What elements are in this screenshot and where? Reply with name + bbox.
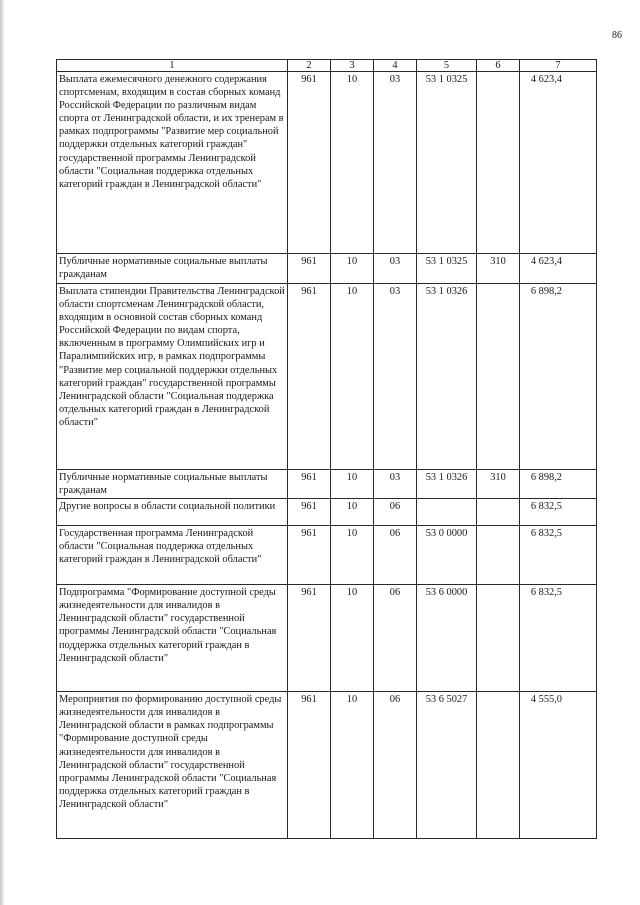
row-sum: 6 832,5 (520, 499, 597, 526)
row-subsection: 06 (374, 499, 417, 526)
row-name: Государственная программа Ленинградской области "Социальная поддержка отдельных категорий граждан в Ленинградской области" (57, 526, 288, 585)
header-cell-2: 2 (288, 60, 331, 72)
table-row (57, 499, 597, 526)
row-subsection: 03 (374, 254, 417, 284)
row-grbs: 961 (288, 470, 331, 499)
table-row (57, 72, 597, 254)
row-section: 10 (331, 470, 374, 499)
row-target-article: 53 1 0326 (417, 470, 477, 499)
table-row (57, 284, 597, 470)
row-grbs: 961 (288, 526, 331, 585)
row-target-article (417, 499, 477, 526)
row-name: Публичные нормативные социальные выплаты гражданам (57, 470, 288, 499)
row-section: 10 (331, 585, 374, 692)
row-section: 10 (331, 284, 374, 470)
row-expense-type (477, 284, 520, 470)
row-subsection: 03 (374, 72, 417, 254)
row-expense-type (477, 692, 520, 839)
scan-shadow-edge (0, 0, 5, 905)
table-row (57, 470, 597, 499)
row-sum: 6 898,2 (520, 284, 597, 470)
row-subsection: 03 (374, 284, 417, 470)
row-subsection: 03 (374, 470, 417, 499)
row-expense-type: 310 (477, 470, 520, 499)
header-cell-1: 1 (57, 60, 288, 72)
table-row (57, 585, 597, 692)
row-name: Подпрограмма "Формирование доступной среды жизнедеятельности для инвалидов в Ленинградской области" государственной программы Ленинградской области "Социальная поддержка отдельных категорий граждан в Ленинградской области" (57, 585, 288, 692)
header-cell-4: 4 (374, 60, 417, 72)
row-name: Другие вопросы в области социальной политики (57, 499, 288, 526)
page-number: 86 (612, 30, 622, 41)
row-section: 10 (331, 526, 374, 585)
row-section: 10 (331, 254, 374, 284)
row-grbs: 961 (288, 585, 331, 692)
row-expense-type (477, 585, 520, 692)
row-target-article: 53 6 5027 (417, 692, 477, 839)
table-row (57, 254, 597, 284)
row-grbs: 961 (288, 284, 331, 470)
row-subsection: 06 (374, 692, 417, 839)
row-sum: 6 832,5 (520, 585, 597, 692)
row-sum: 4 623,4 (520, 72, 597, 254)
row-grbs: 961 (288, 692, 331, 839)
row-target-article: 53 0 0000 (417, 526, 477, 585)
row-name: Мероприятия по формированию доступной среды жизнедеятельности для инвалидов в Ленинградской области в рамках подпрограммы "Формирование доступной среды жизнедеятельности для инвалидов в Ленинградской области" государственной программы Ленинградской области "Социальная поддержка отдельных категорий граждан в Ленинградской области" (57, 692, 288, 839)
row-expense-type (477, 526, 520, 585)
row-expense-type (477, 499, 520, 526)
header-cell-3: 3 (331, 60, 374, 72)
header-row (57, 60, 597, 72)
row-target-article: 53 1 0326 (417, 284, 477, 470)
row-name: Публичные нормативные социальные выплаты гражданам (57, 254, 288, 284)
row-target-article: 53 6 0000 (417, 585, 477, 692)
row-subsection: 06 (374, 526, 417, 585)
row-sum: 4 555,0 (520, 692, 597, 839)
budget-table (56, 59, 597, 839)
header-cell-5: 5 (417, 60, 477, 72)
table-row (57, 692, 597, 839)
row-grbs: 961 (288, 254, 331, 284)
row-target-article: 53 1 0325 (417, 72, 477, 254)
row-grbs: 961 (288, 499, 331, 526)
row-expense-type (477, 72, 520, 254)
row-target-article: 53 1 0325 (417, 254, 477, 284)
row-name: Выплата стипендии Правительства Ленинградской области спортсменам Ленинградской области, входящим в основной состав сборных команд Российской Федерации по видам спорта, включенным в программу Олимпийских игр и Паралимпийских игр, в рамках подпрограммы "Развитие мер социальной поддержки отдельных категорий граждан" государственной программы Ленинградской области "Социальная поддержка отдельных категорий граждан в Ленинградской области" (57, 284, 288, 470)
row-subsection: 06 (374, 585, 417, 692)
row-section: 10 (331, 72, 374, 254)
row-sum: 6 832,5 (520, 526, 597, 585)
row-expense-type: 310 (477, 254, 520, 284)
row-grbs: 961 (288, 72, 331, 254)
row-sum: 4 623,4 (520, 254, 597, 284)
header-cell-6: 6 (477, 60, 520, 72)
row-section: 10 (331, 499, 374, 526)
row-name: Выплата ежемесячного денежного содержания спортсменам, входящим в состав сборных команд Российской Федерации по различным видам спорта от Ленинградской области, и их тренерам в рамках подпрограммы "Развитие мер социальной поддержки отдельных категорий граждан" государственной программы Ленинградской области "Социальная поддержка отдельных категорий граждан в Ленинградской области" (57, 72, 288, 254)
table-row (57, 526, 597, 585)
row-section: 10 (331, 692, 374, 839)
header-cell-7: 7 (520, 60, 597, 72)
row-sum: 6 898,2 (520, 470, 597, 499)
